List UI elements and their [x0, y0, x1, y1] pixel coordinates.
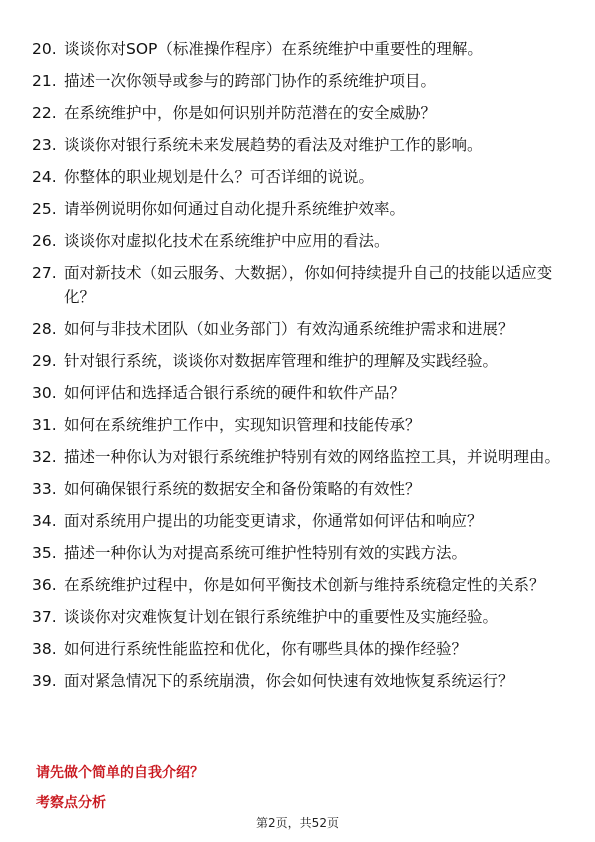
- question-text: 谈谈你对虚拟化技术在系统维护中应用的看法。: [64, 232, 390, 250]
- question-list: [32, 37, 562, 701]
- question-item: [32, 349, 562, 373]
- question-item: [32, 605, 562, 629]
- question-text: 在系统维护中，你是如何识别并防范潜在的安全威胁？: [64, 104, 437, 122]
- question-number: 22.: [32, 104, 57, 122]
- question-item: [32, 445, 562, 469]
- question-text: 描述一种你认为对银行系统维护特别有效的网络监控工具，并说明理由。: [64, 448, 561, 466]
- question-text: 谈谈你对银行系统未来发展趋势的看法及对维护工作的影响。: [64, 136, 483, 154]
- question-number: 26.: [32, 232, 57, 250]
- question-item: [32, 165, 562, 189]
- question-item: [32, 381, 562, 405]
- question-text: 针对银行系统，谈谈你对数据库管理和维护的理解及实践经验。: [64, 352, 499, 370]
- question-number: 33.: [32, 480, 57, 498]
- page-footer: 第2页，共52页: [256, 816, 339, 830]
- question-text: 如何与非技术团队（如业务部门）有效沟通系统维护需求和进展？: [64, 320, 514, 338]
- question-text: 谈谈你对SOP（标准操作程序）在系统维护中重要性的理解。: [64, 40, 483, 58]
- question-text: 在系统维护过程中，你是如何平衡技术创新与维持系统稳定性的关系？: [64, 576, 545, 594]
- analysis-heading: 考察点分析: [36, 795, 106, 811]
- question-text: 描述一次你领导或参与的跨部门协作的系统维护项目。: [64, 72, 437, 90]
- question-number: 27.: [32, 264, 57, 282]
- question-item: [32, 509, 562, 533]
- question-item: [32, 317, 562, 341]
- question-item: [32, 261, 562, 309]
- question-number: 39.: [32, 672, 57, 690]
- question-item: [32, 133, 562, 157]
- question-item: [32, 541, 562, 565]
- question-text: 请举例说明你如何通过自动化提升系统维护效率。: [64, 200, 406, 218]
- question-item: [32, 413, 562, 437]
- question-number: 29.: [32, 352, 57, 370]
- question-text: 面对新技术（如云服务、大数据），你如何持续提升自己的技能以适应变化？: [64, 264, 553, 306]
- question-number: 30.: [32, 384, 57, 402]
- question-number: 31.: [32, 416, 57, 434]
- question-text: 如何评估和选择适合银行系统的硬件和软件产品？: [64, 384, 406, 402]
- question-item: [32, 197, 562, 221]
- question-text: 面对系统用户提出的功能变更请求，你通常如何评估和响应？: [64, 512, 483, 530]
- question-number: 23.: [32, 136, 57, 154]
- question-number: 34.: [32, 512, 57, 530]
- question-number: 32.: [32, 448, 57, 466]
- intro-question-heading: 请先做个简单的自我介绍？: [36, 765, 204, 781]
- question-text: 描述一种你认为对提高系统可维护性特别有效的实践方法。: [64, 544, 468, 562]
- question-number: 36.: [32, 576, 57, 594]
- question-number: 24.: [32, 168, 57, 186]
- question-item: [32, 229, 562, 253]
- question-number: 38.: [32, 640, 57, 658]
- question-text: 谈谈你对灾难恢复计划在银行系统维护中的重要性及实施经验。: [64, 608, 499, 626]
- question-text: 面对紧急情况下的系统崩溃，你会如何快速有效地恢复系统运行？: [64, 672, 514, 690]
- question-text: 如何在系统维护工作中，实现知识管理和技能传承？: [64, 416, 421, 434]
- question-number: 21.: [32, 72, 57, 90]
- question-item: [32, 101, 562, 125]
- question-number: 28.: [32, 320, 57, 338]
- question-number: 35.: [32, 544, 57, 562]
- question-number: 20.: [32, 40, 57, 58]
- question-item: [32, 637, 562, 661]
- question-item: [32, 477, 562, 501]
- question-text: 如何进行系统性能监控和优化，你有哪些具体的操作经验？: [64, 640, 468, 658]
- question-number: 25.: [32, 200, 57, 218]
- question-text: 你整体的职业规划是什么？可否详细的说说。: [64, 168, 375, 186]
- question-text: 如何确保银行系统的数据安全和备份策略的有效性？: [64, 480, 421, 498]
- question-item: [32, 669, 562, 693]
- question-item: [32, 573, 562, 597]
- question-item: [32, 37, 562, 61]
- question-number: 37.: [32, 608, 57, 626]
- question-item: [32, 69, 562, 93]
